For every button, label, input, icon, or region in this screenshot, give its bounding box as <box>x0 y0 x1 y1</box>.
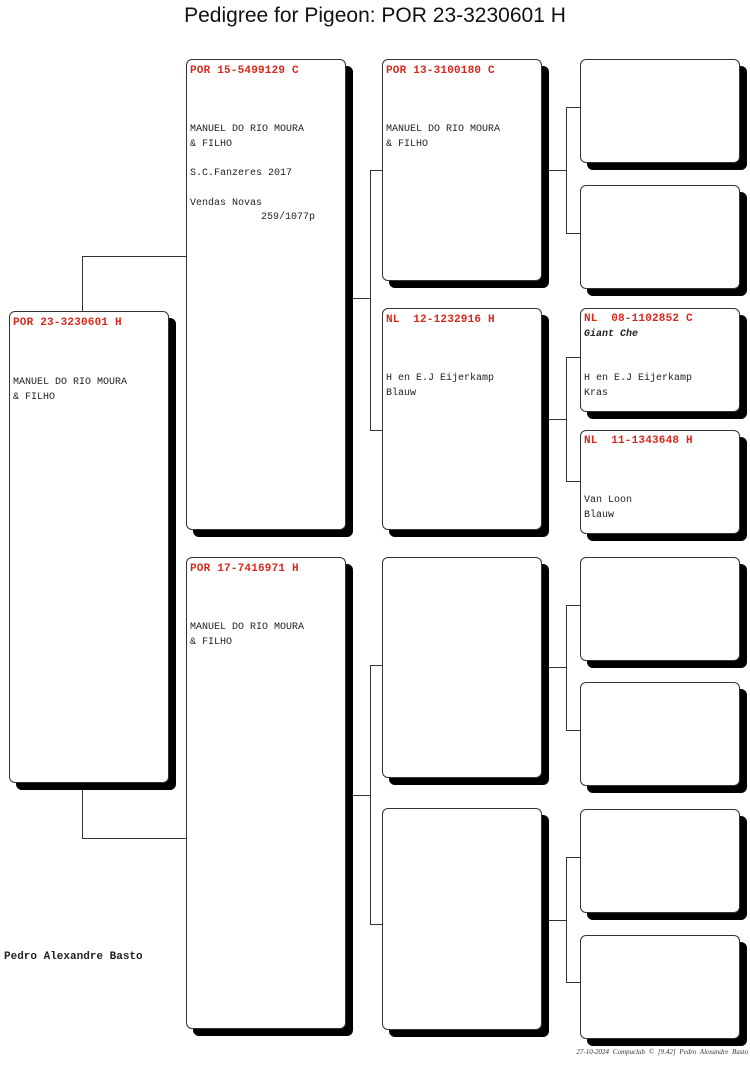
connector-line <box>549 419 566 420</box>
connector-line <box>82 838 186 839</box>
sire-sire-ring-number: POR 13-3100180 C <box>386 65 495 77</box>
sire-dam-dam-breeder: Van Loon Blauw <box>584 495 633 521</box>
connector-line <box>566 357 567 482</box>
connector-line <box>353 298 370 299</box>
connector-line <box>566 233 581 234</box>
dam-sire-card[interactable] <box>382 557 542 778</box>
connector-line <box>566 107 581 108</box>
sire-sire-dam-card[interactable] <box>580 185 740 289</box>
footer <box>576 1048 748 1056</box>
footer-software: Compuclub © [9.42] <box>612 1048 676 1056</box>
connector-line <box>566 605 567 731</box>
sire-dam-dam-ring-number: NL 11-1343648 H <box>584 435 693 447</box>
connector-line <box>566 481 581 482</box>
sire-dam-sire-card[interactable] <box>580 308 740 412</box>
connector-line <box>549 170 566 171</box>
connector-line <box>566 107 567 234</box>
sire-sire-sire-card[interactable] <box>580 59 740 163</box>
connector-line <box>566 857 581 858</box>
dam-card[interactable] <box>186 557 346 1029</box>
sire-card[interactable] <box>186 59 346 530</box>
page-title: Pedigree for Pigeon: POR 23-3230601 H <box>184 4 566 27</box>
sire-dam-dam-card[interactable] <box>580 430 740 534</box>
sire-ring-number: POR 15-5499129 C <box>190 65 299 77</box>
dam-sire-sire-card[interactable] <box>580 557 740 661</box>
connector-line <box>549 667 566 668</box>
subject-breeder: MANUEL DO RIO MOURA & FILHO <box>13 377 128 403</box>
connector-line <box>370 430 382 431</box>
connector-line <box>82 789 83 838</box>
footer-date: 27-10-2024 <box>576 1048 610 1056</box>
connector-line <box>370 170 382 171</box>
connector-line <box>370 170 371 430</box>
connector-line <box>566 357 581 358</box>
connector-line <box>566 857 567 983</box>
sire-result: 259/1077p <box>261 212 316 223</box>
connector-line <box>82 256 83 314</box>
connector-line <box>370 665 382 666</box>
sire-club: S.C.Fanzeres 2017 <box>190 168 293 179</box>
sire-dam-card[interactable] <box>382 308 542 530</box>
sire-dam-breeder: H en E.J Eijerkamp Blauw <box>386 373 495 399</box>
dam-dam-sire-card[interactable] <box>580 809 740 913</box>
sire-dam-sire-ring-number: NL 08-1102852 C <box>584 313 693 325</box>
connector-line <box>370 924 382 925</box>
sire-dam-ring-number: NL 12-1232916 H <box>386 314 495 326</box>
connector-line <box>82 256 186 257</box>
subject-pigeon-card[interactable] <box>9 311 169 783</box>
sire-dam-sire-name: Giant Che <box>584 329 639 340</box>
sire-race: Vendas Novas <box>190 198 263 209</box>
connector-line <box>566 982 581 983</box>
connector-line <box>370 665 371 924</box>
connector-line <box>566 605 581 606</box>
sire-breeder: MANUEL DO RIO MOURA & FILHO <box>190 124 305 150</box>
connector-line <box>549 920 566 921</box>
dam-ring-number: POR 17-7416971 H <box>190 563 299 575</box>
dam-sire-dam-card[interactable] <box>580 682 740 786</box>
sire-dam-sire-breeder: H en E.J Eijerkamp Kras <box>584 373 693 399</box>
footer-owner: Pedro Alexandre Basto <box>679 1048 748 1056</box>
dam-breeder: MANUEL DO RIO MOURA & FILHO <box>190 622 305 648</box>
sire-sire-card[interactable] <box>382 59 542 281</box>
dam-dam-card[interactable] <box>382 808 542 1030</box>
connector-line <box>353 795 370 796</box>
dam-dam-dam-card[interactable] <box>580 935 740 1039</box>
owner-name: Pedro Alexandre Basto <box>4 951 143 963</box>
connector-line <box>566 730 581 731</box>
sire-sire-breeder: MANUEL DO RIO MOURA & FILHO <box>386 124 501 150</box>
subject-ring-number: POR 23-3230601 H <box>13 317 122 329</box>
